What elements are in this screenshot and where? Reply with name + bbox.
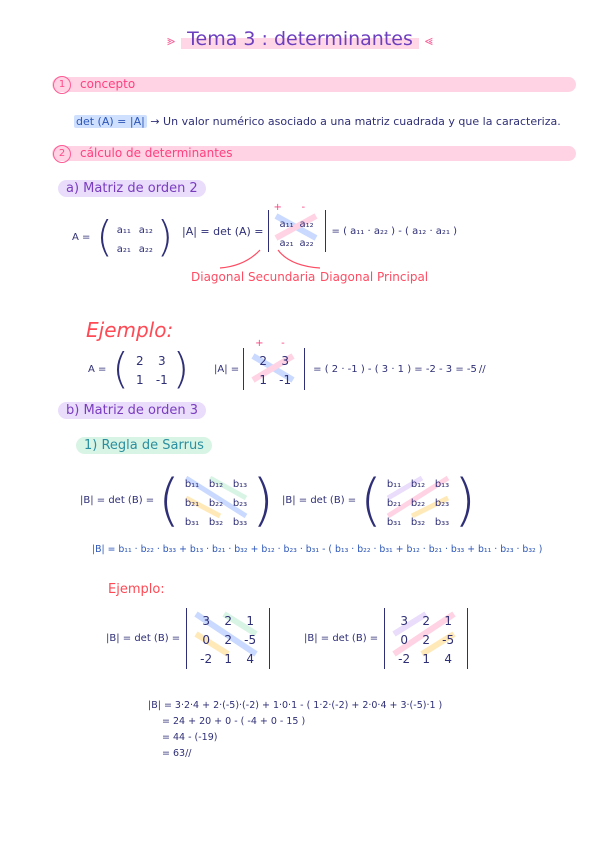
title-arrow-right: ⪡ [424,33,433,49]
arrow-to-secondary [220,250,260,268]
cell: 1 [135,373,144,387]
b-cells-wrap [382,472,454,529]
b23: b₂₃ [434,498,450,509]
cell: 1 [259,373,267,387]
sarrus-formula: |B| = b₁₁ · b₂₂ · b₃₃ + b₁₃ · b₂₁ · b₃₂ + b₁₂ · b₂₃ · b₃₁ - ( b₁₃ · b₂₂ · b₃₁ + b₁₂ · b₂₁ · b₃₃ + b₁₁ · b₂₃ · b₃₂ ) [92,544,543,555]
right-paren: ) [172,344,190,393]
a11: a₁₁ [116,225,131,236]
left-paren: ( [112,344,129,393]
cell: -1 [279,373,292,387]
b32: b₃₂ [208,517,224,528]
cell: 1 [444,614,452,628]
b13: b₁₃ [232,479,248,490]
b23: b₂₃ [232,498,248,509]
b-cells-wrap [180,472,252,529]
arrow-icon: → [150,115,160,128]
cell: 3 [157,354,166,368]
sign-minus: - [301,202,306,213]
section-1-title: concepto [80,77,136,91]
det-label: |B| = det (B) = [304,633,379,644]
cell: 2 [224,614,232,628]
ejemplo-heading: Ejemplo: [86,318,174,342]
b31: b₃₁ [184,517,200,528]
b-cells [180,472,252,529]
cell: 3 [400,614,408,628]
subsection-order-2: a) Matriz de orden 2 [58,180,206,197]
det-b-label: |B| = det (B) = [282,495,357,506]
det-a-formula: = ( a₁₁ · a₂₂ ) - ( a₁₂ · a₂₁ ) [331,225,458,237]
left-paren: ( [96,212,113,261]
matrix-b-left [80,467,274,533]
b12: b₁₂ [410,479,426,490]
section-2-number: 2 [53,145,71,163]
matrix-b-right [282,467,476,533]
cell: 2 [224,633,232,647]
arrow-to-principal [278,250,320,268]
a12: a₁₂ [138,225,153,236]
b22: b₂₂ [208,498,224,509]
result-mark: // [478,363,486,375]
cell: 2 [135,354,144,368]
b32: b₃₂ [410,517,426,528]
concept-line [74,115,561,128]
result-line-4: = 63// [162,748,192,759]
sign-plus: + [255,338,264,349]
cell: -1 [155,373,168,387]
sarrus-heading: 1) Regla de Sarrus [76,437,212,454]
cell: -2 [200,652,213,666]
cell: 0 [202,633,210,647]
result-line-1: |B| = 3·2·4 + 2·(-5)·(-2) + 1·0·1 - ( 1·2·(-2) + 2·0·4 + 3·(-5)·1 ) [148,700,443,711]
a22: a₂₂ [299,238,314,249]
example-det-label: |A| = [214,363,240,375]
title-arrow-left: ⪢ [167,33,176,49]
det-b-label: |B| = det (B) = [80,495,155,506]
matrix-a-cells [113,218,157,256]
b31: b₃₁ [386,517,402,528]
a12: a₁₂ [299,219,314,230]
cell: 2 [259,354,267,368]
matrix-a-general [72,212,174,261]
section-2-title: cálculo de determinantes [80,146,233,160]
det-label: |B| = det (B) = [106,633,181,644]
section-1-number: 1 [53,76,71,94]
right-paren: ) [454,467,476,533]
cell: 1 [246,614,254,628]
result-line-2: = 24 + 20 + 0 - ( -4 + 0 - 15 ) [162,716,306,727]
title-text: Tema 3 : determinantes [181,28,419,50]
right-paren: ) [156,212,174,261]
cell: 2 [422,633,430,647]
cell: -2 [398,652,411,666]
sign-plus: + [273,202,282,213]
diagonal-secundaria-label: Diagonal Secundaria [191,270,316,284]
a11: a₁₁ [279,219,294,230]
left-paren: ( [360,467,383,533]
b11: b₁₁ [184,479,200,490]
concept-term: det (A) = |A| [76,115,145,128]
sign-minus: - [281,338,285,349]
b22: b₂₂ [410,498,426,509]
example-det-wrap [243,338,305,390]
example-a-label: A = [88,363,107,375]
ex-b-wrap [186,608,270,669]
example-det-a [214,338,486,390]
cell: 4 [246,652,254,666]
cell: 2 [422,614,430,628]
example-a-cells [129,350,173,388]
matrix-a-label: A = [72,231,91,243]
diagonal-principal-label: Diagonal Principal [320,270,429,284]
example-matrix-a [88,344,190,393]
page-title [0,28,600,50]
b12: b₁₂ [208,479,224,490]
ex-b-cells [186,608,270,669]
cell: 3 [202,614,210,628]
cell: 3 [281,354,289,368]
det-a-label: |A| = det (A) = [182,224,264,238]
cell: 0 [400,633,408,647]
concept-definition: Un valor numérico asociado a una matriz cuadrada y que la caracteriza. [163,115,561,128]
example-det-cells [243,348,305,390]
b11: b₁₁ [386,479,402,490]
b13: b₁₃ [434,479,450,490]
ex-b-cells [384,608,468,669]
a21: a₂₁ [116,244,131,255]
example-formula: = ( 2 · -1 ) - ( 3 · 1 ) = -2 - 3 = -5 [313,363,477,375]
ejemplo-3-heading: Ejemplo: [108,582,165,597]
a22: a₂₂ [138,244,153,255]
ex-b-wrap [384,608,468,669]
b33: b₃₃ [232,517,248,528]
b21: b₂₁ [184,498,200,509]
left-paren: ( [158,467,181,533]
cell: 1 [422,652,430,666]
a21: a₂₁ [279,238,294,249]
result-line-3: = 44 - (-19) [162,732,218,743]
cell: 4 [444,652,452,666]
right-paren: ) [252,467,274,533]
cell: -5 [442,633,455,647]
cell: 1 [224,652,232,666]
cell: -5 [244,633,257,647]
example-b-right [304,608,468,669]
b-cells [382,472,454,529]
example-b-left [106,608,270,669]
b21: b₂₁ [386,498,402,509]
b33: b₃₃ [434,517,450,528]
subsection-order-3: b) Matriz de orden 3 [58,402,206,419]
